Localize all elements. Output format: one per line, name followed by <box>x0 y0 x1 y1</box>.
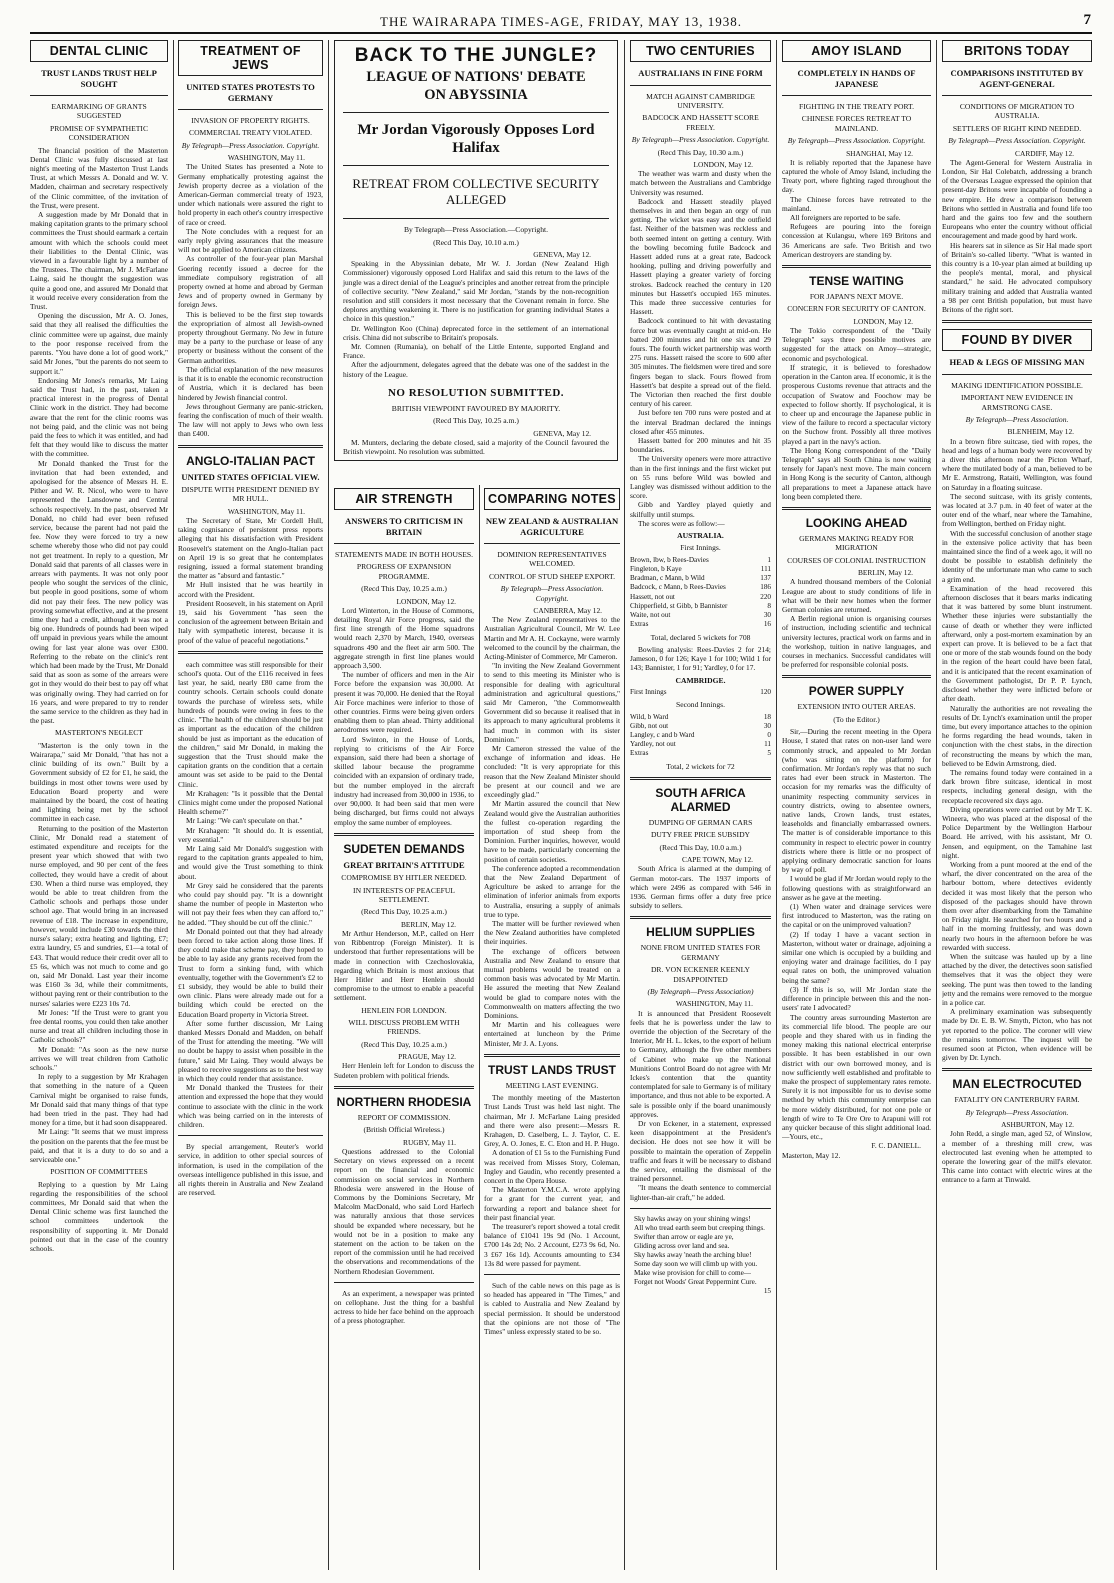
dateline: CANBERRA, May 12. <box>533 606 602 616</box>
paragraph: Bowling analysis: Rees-Davies 2 for 214; Jameson, 0 for 126; Kaye 1 for 100; Wild 1 for 143; Bannister, 1 for 91; Yardley, 0 for 17. <box>630 644 771 673</box>
table-row: Bradman, c Mann, b Wild 137 <box>630 574 771 583</box>
paragraph: Lord Swinton, in the House of Lords, replying to criticisms of the Air Force expansion, said there had been a shortage of skilled labour because the programme coincided with an expansion of ordinary trade, but the number employed in the aircraft industry had increased from 30,000 in 1936, to over 90,000. It had been said that men were being discharged, but firms could not always employ the same number of employees. <box>334 734 474 827</box>
subheading: DUTY FREE PRICE SUBSIDY <box>650 830 751 840</box>
paragraph: Replying to a question by Mr Laing regarding the responsibilities of the school committees, Mr Donald said that when the Dental Clinic scheme was first launched the school committees undertook the responsibility of supporting it. Mr Donald pointed out that in the case of the country schools. <box>30 1179 168 1253</box>
deck: UNITED STATES OFFICIAL VIEW. <box>181 471 320 482</box>
subheading: COMPROMISE BY HITLER NEEDED. <box>341 873 467 883</box>
paragraph: As controller of the four-year plan Marshal Goering recently issued a decree for the immediate compulsory registration of all property owned at home and abroad by German Jews and of property owned in Germany by foreign Jews. <box>178 254 323 310</box>
paragraph: Questions addressed to the Colonial Secretary on views expressed on a recent report on the financial and economic commission on social services in Northern Rhodesia were answered in the House of Commons by the Dominions Secretary, Mr Malcolm MacDonald, who said Lord Harlech was naturally anxious that those services should be expanded where necessary, but he would not be in a position to make any statement on the action to be taken on the report of the commission until he had received the observations and recommendations of the Northern Rhodesian Government. <box>334 1146 474 1276</box>
dateline: LONDON, May 12. <box>396 596 456 606</box>
credit: (British Official Wireless.) <box>363 1125 445 1135</box>
paragraph: The University openers were more attractive than in the first innings and the first wicket put on 55 runs before Wild was bowled and Langley was dismissed without addition to the score. <box>630 454 771 501</box>
paragraph: In reply to a suggestion by Mr Krahagen that something in the nature of a Queen Carnival might be organised to raise funds, Mr Donald said that many things of that type had been tried in the past. They had had money for a time, but it had soon disappeared. <box>30 1072 168 1128</box>
deck: RETREAT FROM COLLECTIVE SECURITY ALLEGED <box>352 176 600 208</box>
paragraph: Opening the discussion, Mr A. O. Jones, said that they all realised the difficulties the clinic committee were up against, due mainly to the poor response received from the parents. "You have done a lot of good work," said Mr Jones, "but the parents do not seem to support it." <box>30 311 168 376</box>
paragraph: The weather was warm and dusty when the match between the Australians and Cambridge University was resumed. <box>630 169 771 197</box>
subheading: STATEMENTS MADE IN BOTH HOUSES. <box>335 550 473 559</box>
paragraph: Mr Donald thanked the Trustees for their attention and expressed the hope that they would continue to associate with the clinic in the work which was being carried on in the interests of children. <box>178 1083 323 1130</box>
paragraph: The number of officers and men in the Air Force before the expansion was 30,000. At present it was 70,000. He denied that the Royal Air Force machines were inferior to those of other countries. Firms were being given orders enabling them to plan ahead. Thirty additional aerodromes were required. <box>334 670 474 735</box>
headline: BRITONS TODAY <box>942 40 1092 62</box>
dateline: LONDON, May 12. <box>693 159 753 169</box>
table-row: Waite, not out 30 <box>630 611 771 620</box>
subheading: DUMPING OF GERMAN CARS <box>648 817 753 827</box>
paragraph: The exchange of officers between Australia and New Zealand to ensure that mutual problems would be treated on a common basis was advocated by Mr Martin. He assured the meeting that New Zealand would be glad to compare notes with the Commonwealth on matters affecting the two Dominions. <box>484 946 620 1020</box>
subheading: PROMISE OF SYMPATHETIC CONSIDERATION <box>49 123 149 143</box>
team-name: CAMBRIDGE. <box>675 675 726 685</box>
paragraph: Jews throughout Germany are panic-stricken, fearing the confiscation of much of their wealth. The law will not apply to Jews who own less than £400. <box>178 401 323 439</box>
article-dental-clinic <box>30 40 168 1570</box>
dateline: GENEVA, May 12. <box>533 250 591 260</box>
subheading: PROGRESS OF EXPANSION PROGRAMME. <box>356 562 452 581</box>
subheading: BRITISH VIEWPOINT FAVOURED BY MAJORITY. <box>391 404 561 414</box>
column-3-lower <box>334 488 474 1570</box>
column-rule <box>328 40 329 1570</box>
subheading: DR. VON ECKENER KEENLY DISAPPOINTED <box>650 965 751 984</box>
subheading: CONCERN FOR SECURITY OF CANTON. <box>787 304 926 314</box>
dateline: CARDIFF, May 12. <box>1015 148 1074 158</box>
deck: UNITED STATES PROTESTS TO GERMANY <box>186 82 315 103</box>
dateline: RUGBY, May 11. <box>403 1137 456 1147</box>
paragraph: Speaking in the Abyssinian debate, Mr W. J. Jordan (New Zealand High Commissioner) vigorously opposed Lord Halifax and said this return to the laws of the jungle was a direct denial of the League's principles and another retreat from the principle of collective security. "New Zealand," said Mr Jordan, "stands by the non-recognition resolution and still considers it most necessary that the Covenant remain in force. She deplores anything weakening it. There is no justification for granting individual States a choice in this question." <box>343 259 609 324</box>
subheading: CONDITIONS OF MIGRATION TO AUSTRALIA. <box>959 102 1075 121</box>
paragraph: In a brown fibre suitcase, tied with ropes, the head and legs of a human body were recovered by a diver this afternoon near the Picton Wharf, where the mutilated body of a man, believed to be Mr E. Armstrong, Rataiti, Wellington, was found on Saturday in a floating suitcase. <box>942 436 1092 492</box>
paragraph: Herr Henlein left for London to discuss the Sudeten problem with political friends. <box>334 1061 474 1080</box>
dateline: WASHINGTON, May 11. <box>227 506 305 516</box>
paragraph: It is reliably reported that the Japanese have captured the whole of Amoy Island, including the Treaty port, where fighting raged throughout the day. <box>782 157 931 195</box>
dateline: SHANGHAI, May 12. <box>846 148 913 158</box>
headline: TWO CENTURIES <box>630 40 771 62</box>
deck: COMPLETELY IN HANDS OF JAPANESE <box>797 68 916 89</box>
paragraph: The scores were as follow:— <box>638 518 725 528</box>
paragraph: The Chinese forces have retreated to the mainland. <box>782 194 931 213</box>
paragraph: Mr Donald thanked the Trust for the invitation that had been extended, and apologised for the absence of Messrs H. E. Pither and W. R. Nicol, who were to have represented the Lansdowne and Central schools respectively. In the past, observed Mr Donald, no child had ever been refused service, because the parent had not paid the fee. Now they were forced to try a new scheme whereby those who did not pay could not get treatment. In reply to a question, Mr Donald said that parents of all classes were in arrears with payments. It was not only poor people who sought the services of the clinic, but people in good positions, some of whom did not pay their fees. The new policy was proving somewhat effective, and at the present time they had a credit, although it was not a big one. Hundreds of pounds had been wiped off unpaid in previous years while the amount owing for last year alone was over £300. Referring to the rebate on the clinic's rent which had been made by the Trust, Mr Donald said that as soon as some of the arrears were got in they would do their best to pay off what was originally owing. They had carried on for 16 years, and were prepared to try to render the same service to the children as they had in the past. <box>30 458 168 726</box>
subheading: BADCOCK AND HASSETT SCORE FREELY. <box>642 113 759 132</box>
headline: BACK TO THE JUNGLE? <box>354 45 598 66</box>
paragraph: Mr Cameron stressed the value of the exchange of information and ideas. He concluded: "It is very appropriate for this reason that the New Zealand Minister should be present at our council and we are exceedingly glad." <box>484 744 620 800</box>
dateline: BERLIN, May 12. <box>857 568 913 578</box>
page-number: 7 <box>1083 12 1092 28</box>
scorecard-total: Total, declared 5 wickets for 708 <box>650 632 751 642</box>
deck: COMPARISONS INSTITUTED BY AGENT-GENERAL <box>950 68 1084 89</box>
headline: DENTAL CLINIC <box>30 40 168 62</box>
subheading: DOMINION REPRESENTATIVES WELCOMED. <box>497 550 607 569</box>
paragraph: A hundred thousand members of the Colonial League are about to study conditions of life in what will be their new homes when the former German colonies are returned. <box>782 577 931 614</box>
credit: By Telegraph—Press Association.—Copyright. <box>403 225 549 235</box>
paragraph: After the adjournment, delegates agreed that the debate was one of the saddest in the history of the League. <box>343 360 609 379</box>
paragraph: Dr von Eckener, in a statement, expressed keen disappointment at the President's decision. He does not see how it will be possible to maintain the operation of Zeppelin traffic and fears it will be necessary to disband the service, entailing the dismissal of the trained personnel. <box>630 1119 771 1184</box>
paragraph: Gibb and Yardley played quietly and skilfully until stumps. <box>630 500 771 519</box>
subheading: MEETING LAST EVENING. <box>505 1080 599 1090</box>
paragraph: Refugees are pouring into the foreign concession at Kulangsu, where 169 Britons and 36 Americans are safe. Two British and two American destroyers are standing by. <box>782 222 931 259</box>
paragraph: Mr Grey said he considered that the parents who could pay should pay. "It is a downright shame the number of people in Masterton who will not pay their fees when they can afford to," he added. "They should be cut off the clinic." <box>178 880 323 927</box>
paragraph: The Masterton Y.M.C.A. wrote applying for a grant for the current year, and forwarding a report and balance sheet for their past financial year. <box>484 1185 620 1222</box>
paragraph: Mr. Comnen (Rumania), on behalf of the Little Entente, supported England and France. <box>343 342 609 361</box>
subheading: POSITION OF COMMITTEES <box>50 1167 148 1177</box>
table-row: Gibb, not out 30 <box>630 721 771 730</box>
received: (Recd This Day, 10.25 a.m.) <box>361 1039 447 1049</box>
footnote: By special arrangement, Reuter's world service, in addition to other special sources of information, is used in the compilation of the overseas intelligence published in this issue, and all rights therein in Australia and New Zealand are reserved. <box>178 1142 323 1198</box>
table-row: Wild, b Ward 18 <box>630 712 771 721</box>
dateline: CAPE TOWN, May 12. <box>682 855 753 865</box>
deck: LEAGUE OF NATIONS' DEBATE ON ABYSSINIA <box>366 69 586 104</box>
paragraph: A suggestion made by Mr Donald that in making capitation grants to the primary school committees the Trust should earmark a certain amount with which the schools could meet their liabilities to the Dental Clinic, was viewed in a favourable light by a number of the Trustees. The chairman, Mr J. McFarlane Laing, said he thought the suggestion was quite a good one, and assured Mr Donald that it would receive every consideration from the Trust. <box>30 210 168 312</box>
received: (Recd This Day, 10.30 a.m.) <box>657 147 744 157</box>
paragraph: The treasurer's report showed a total credit balance of £1041 19s 9d (No. 1 Account, £700 14s 2d; No. 2 Account, £273 9s 6d, No. 3 £67 16s 1d). Accounts amounting to £34 13s 8d were passed for payment. <box>484 1222 620 1268</box>
column-4-lower <box>484 488 620 1570</box>
paragraph: Naturally the authorities are not revealing the results of Dr. Lynch's examination until the proper time, but every importance attaches to the opinion he forms regarding the head wounds, taken in conjunction with the chest stabs, in the direction of reconstructing the means by which the man, believed to be Edwin Armstrong, died. <box>942 703 1092 768</box>
headline: AIR STRENGTH <box>334 488 474 510</box>
subheading: MAKING IDENTIFICATION POSSIBLE. <box>951 380 1083 390</box>
paragraph: Badcock and Hassett steadily played themselves in and then began an orgy of run getting. The wicket was easy and the outfield fast. Neither of the batsmen was reckless and both seemed intent on getting a century. With the bowling becoming futile Badcock and Hassett added runs at a great rate, Badcock hooking, pulling and driving powerfully and Hassett playing a greater variety of forcing strokes. Badcock reached the century in 120 minutes but Hassett's occupied 165 minutes. This made three successive centuries for Hassett. <box>630 196 771 317</box>
subheading: NO RESOLUTION SUBMITTED. <box>387 386 565 399</box>
received: (Recd This Day, 10.25 a.m.) <box>433 416 519 426</box>
subheading: CHINESE FORCES RETREAT TO MAINLAND. <box>801 114 912 133</box>
received: (Recd This Day, 10.0 a.m.) <box>659 842 742 852</box>
credit: By Telegraph—Press Association. Copyright. <box>948 136 1086 146</box>
headline: FOUND BY DIVER <box>942 329 1092 351</box>
paragraph: "It means the death sentence to commercial lighter-than-air craft," he added. <box>630 1183 771 1202</box>
article-back-to-the-jungle <box>334 40 618 480</box>
footnote: As an experiment, a newspaper was printed on cellophane. Just the thing for a bashful actress to hide her face behind on the approach of a press photographer. <box>334 1288 474 1326</box>
paragraph: "Masterton is the only town in the Wairarapa," said Mr Donald, "that has not a clinic building of its own." Built by a Government subsidy of £2 for £1, he said, the buildings in most other towns were used by Education Board property and were maintained by the board, the cost of heating and lighting being met by the school committee in each case. <box>30 740 168 824</box>
received: (Recd This Day, 10.10 a.m.) <box>433 237 519 247</box>
headline: MAN ELECTROCUTED <box>952 1077 1082 1092</box>
paragraph: The financial position of the Masterton Dental Clinic was fully discussed at last night's meeting of the Masterton Trust Lands Trust, at which Messrs A. Donald and W. V. Madden, chairman and secretary respectively of the Clinic committee, of the invitation of the Trust, were present. <box>30 145 168 210</box>
column-6 <box>782 40 931 1570</box>
dateline: LONDON, May 12. <box>853 316 913 326</box>
paragraph: Mr Krahagen: "It should do. It is essential, very essential." <box>178 825 323 844</box>
paragraph: The Tokio correspondent of the "Daily Telegraph" says three possible motives are suggested for the attack on Amoy—strategic, economic and psychological. <box>782 326 931 363</box>
headline: LOOKING AHEAD <box>805 515 908 530</box>
scorecard-total: Total, 2 wickets for 72 <box>666 761 735 771</box>
paragraph: This is believed to be the first step towards the expropriation of almost all Jewish-owned property throughout Germany. No Jew in future may be a party to the purchase or lease of any property or business without the consent of the German authorities. <box>178 309 323 365</box>
paragraph: A Berlin regional union is organising courses of instruction, including scientific and technical university lectures, practical work on farms and in the workshop, tuition in native languages, and courses in mechanics. Successful candidates will be preferred for responsible colonial posts. <box>782 614 931 670</box>
paragraph: The Secretary of State, Mr Cordell Hull, taking cognisance of persistent press reports alleging that his dissatisfaction with President Roosevelt's statement on the Anglo-Italian pact on April 19 is so great that he contemplates resigning, issued a formal statement branding the matter as "absurd and fantastic." <box>178 516 323 581</box>
headline: SUDETEN DEMANDS <box>343 841 465 856</box>
paragraph: Endorsing Mr Jones's remarks, Mr Laing said the Trust had, in the past, taken a practical interest in the progress of Dental Clinic work in the district. They had become aware that the rent for the clinic rooms was not being paid, and the clinic was not being paid the fees to which it was entitled, and had felt that they would like to discuss the matter with the committee. <box>30 375 168 459</box>
paragraph: Returning to the position of the Masterton Clinic, Mr Donald read a statement of estimated expenditure and receipts for the present year which showed that with two nurse employed, and 90 per cent of the fees collected, they would have a credit of about £30. When a third nurse was employed, they would be able to treat children from the Catholic schools and perhaps those under school age. That would bring in an increased revenue of £18. The increase in expenditure, however, would include £30 towards the third nurse's salary; extra heating and lighting, £7; extra laundry, £5 and sundries, £1—a total of £43. That would reduce their credit over all to £5 6s, which was not much to come and go on, said Mr Donald. Last year their income was £160 3s 3d, while their commitments, without paying rent or their contribution to the nurses' salaries were £223 10s 7d. <box>30 823 168 1008</box>
deck: ANSWERS TO CRITICISM IN BRITAIN <box>345 516 463 537</box>
paragraph: (2) If today I have a vacant section in Masterton, without water or drainage, adjoining a similar one which is occupied by a building and enjoying water and drainage facilities, do I pay equal rates on both, the unimproved valuation being the same? <box>782 929 931 985</box>
credit: By Telegraph—Press Association. <box>965 415 1069 424</box>
dateline: WASHINGTON, May 11. <box>675 999 753 1009</box>
paragraph: Mr Laing: "It seems that we must impress the position on the parents that the fee must be paid, and that it is a duty to do so and a serviceable one." <box>30 1127 168 1164</box>
column-rule <box>624 40 625 1570</box>
paragraph: Mr Martin assured the council that New Zealand would give the Australian authorities the fullest co-operation regarding the importation of stud sheep from the Dominion. Further inquiries, however, would have to be made, particularly concerning the position of certain societies. <box>484 799 620 864</box>
deck: GREAT BRITAIN'S ATTITUDE <box>343 859 465 870</box>
paragraph: South Africa is alarmed at the dumping of German motor-cars. The 1937 imports of which were 2496 as compared with 546 in 1936. German firms offer a duty free price subsidy to sellers. <box>630 864 771 911</box>
paragraph: Mr Hull insisted that he was heartily in accord with the President. <box>178 580 323 599</box>
column-rule <box>479 485 480 1570</box>
table-row: First Innings 120 <box>630 687 771 696</box>
subheading: IMPORTANT NEW EVIDENCE IN ARMSTRONG CASE. <box>961 393 1073 412</box>
deck: AUSTRALIANS IN FINE FORM <box>638 68 763 78</box>
subheading: EARMARKING OF GRANTS SUGGESTED <box>51 102 147 121</box>
headline: TENSE WAITING <box>809 274 904 289</box>
paragraph: It is announced that President Roosevelt feels that he is powerless under the law to override the objection of the Secretary of the Interior, Mr H. L. Ickes, to the export of helium to Germany, although the five other members of Cabinet who make up the National Munitions Control Board do not agree with Mr Ickes's contention that the quantity contemplated for sale to Germany is of military importance, and thus not able to be exported. A sale is possible only if the board unanimously approves. <box>630 1008 771 1119</box>
headline: COMPARING NOTES <box>484 488 620 510</box>
paragraph: Mr Arthur Henderson, M.P., called on Herr von Ribbentrop (Foreign Minister). It is understood that further representations will be made in connection with Czechoslovakia, regarding which Britain is most anxious that Herr Hitler and Herr Henlein should compromise to the utmost to enable a peaceful settlement. <box>334 929 474 1003</box>
paragraph: The New Zealand representatives to the Australian Agricultural Council, Mr W. Lee Martin and Mr A. H. Cockayne, were warmly welcomed to the council by the chairman, the Acting-Minister of Commerce, Mr Cameron. <box>484 615 620 662</box>
paragraph: The Agent-General for Western Australia in London, Sir Hal Colebatch, addressing a branch of the Overseas League expressed the opinion that present-day Britons were incapable of founding a new empire. He drew a comparison between Britons who settled in Australia and found life too hard and the gains too few and the southern Europeans who enter the country without official encouragement and made good by hard work. <box>942 157 1092 241</box>
note: (To the Editor.) <box>833 714 880 724</box>
paragraph: M. Munters, declaring the debate closed, said a majority of the Council favoured the British viewpoint. No resolution was submitted. <box>343 438 609 457</box>
paragraph: Mr Krahagen: "Is it possible that the Dental Clinics might come under the proposed National Health scheme?" <box>178 788 323 817</box>
subheading: EXTENSION INTO OUTER AREAS. <box>797 702 916 712</box>
paragraph: "In inviting the New Zealand Government to send to this meeting its Minister who is responsible for dealing with agricultural administration and agricultural questions," said Mr Cameron, "the Commonwealth Government did so because it realised that in its approach to many agricultural problems it had much in common with its sister Dominion." <box>484 661 620 744</box>
signature-place: Masterton, May 12. <box>782 1150 841 1160</box>
subheading: GERMANS MAKING READY FOR MIGRATION <box>799 533 914 553</box>
dateline: WASHINGTON, May 11. <box>227 153 305 163</box>
paragraph: The Note concludes with a request for an early reply giving assurances that the measure will not be applied to American citizens. <box>178 226 323 255</box>
scorecard-australia <box>630 556 771 630</box>
paragraph: (1) When water and drainage services were first introduced to Masterton, was the rating on the capital or on the unimproved valuation? <box>782 902 931 930</box>
dateline: ASHBURTON, May 12. <box>1001 1120 1074 1130</box>
paragraph: The United States has presented a Note to Germany emphatically protesting against the Jewish property decree as a violation of the American-German commercial treaty of 1923, under which nationals were assured the right to hold property in each other's country irrespective of race or creed. <box>178 162 323 227</box>
paragraph: President Roosevelt, in his statement on April 19, said his Government "has seen the conclusion of the agreement between Britain and Italy with sympathetic interest, because it is proof of the value of peaceful negotiations." <box>178 598 323 645</box>
table-row: Yardley, not out 11 <box>630 740 771 749</box>
headline: TRUST LANDS TRUST <box>488 1062 616 1077</box>
paragraph: Mr Martin and his colleagues were entertained at luncheon by the Prime Minister, Mr J. A. Lyons. <box>484 1020 620 1048</box>
subheading: INVASION OF PROPERTY RIGHTS. <box>191 116 310 125</box>
paragraph: Just before ten 700 runs were posted and at the interval Bradman declared the innings closed after 455 minutes. <box>630 408 771 436</box>
table-row: Chipperfield, st Gibb, b Bannister 8 <box>630 601 771 610</box>
column-rule <box>936 40 937 1570</box>
credit: By Telegraph—Press Association. Copyright. <box>631 135 770 145</box>
paragraph: I would be glad if Mr Jordan would reply to the following questions with as straightforward an answer as he gave at the meeting. <box>782 874 931 902</box>
column-rule <box>173 40 174 1570</box>
paragraph: Dr. Wellington Koo (China) deprecated force in the settlement of an international crisis. China did not subscribe to Britain's proposals. <box>343 323 609 342</box>
paragraph: The Hong Kong correspondent of the "Daily Telegraph" says all South China is now waiting tensely for Japan's next move. The main concern in Hong Kong is the security of Canton, although all preparations to meet a Japanese attack have long been completed there. <box>782 445 931 501</box>
deck: NEW ZEALAND & AUSTRALIAN AGRICULTURE <box>485 516 619 537</box>
signature: F. C. DANIELL. <box>871 1141 921 1151</box>
dateline: PRAGUE, May 12. <box>398 1052 456 1062</box>
paragraph: When the suitcase was hauled up by a line attached by the diver, the detectives soon satisfied themselves that it was the object they were seeking. The punt was then towed to the landing jetty and the remains were removed to the morgue in a police car. <box>942 951 1092 1007</box>
scorecard-cambridge <box>630 688 771 697</box>
credit: By Telegraph—Press Association. Copyright. <box>500 584 604 603</box>
headline: TREATMENT OF JEWS <box>178 40 323 76</box>
subheading: FIGHTING IN THE TREATY PORT. <box>798 102 915 111</box>
paragraph: each committee was still responsible for their school's quota. Out of the £116 received in fees last year, he said, nearly £80 came from the country schools. Certain schools could donate towards the purchase of wireless sets, while hundreds of pounds were owing in fees to the clinic. "The health of the children should be just as important as the education of the children should be just as important as the education of the children," said Mr Donald, in making the suggestion that the Trust should make the capitation grants on the condition that a certain amount was set aside to be paid to the Dental Clinic. <box>178 659 323 789</box>
credit: By Telegraph—Press Association. Copyright. <box>787 136 926 146</box>
subheading: SETTLERS OF RIGHT KIND NEEDED. <box>952 123 1082 133</box>
paragraph: Lord Winterton, in the House of Commons, detailing Royal Air Force progress, said the first line strength of the Home squadrons would reach 2,370 by March, 1940, overseas squadrons 490 and the fleet air arm 500. The aggregate strength in first line planes would approach 3,500. <box>334 605 474 671</box>
masthead <box>30 10 1092 34</box>
dateline: BERLIN, May 12. <box>400 919 456 929</box>
column-5 <box>630 40 771 1570</box>
subheading: CONTROL OF STUD SHEEP EXPORT. <box>488 571 616 581</box>
paragraph: Mr Donald pointed out that they had already been forced to take action along those lines. If they could make that scheme pay, they hoped to be able to lay aside any grants received from the Trust to form a sinking fund, with which eventually, together with the Government's £2 to £1 subsidy, they would be able to build their own clinic. Plans were already made out for a building which could be erected on the Education Board property in Victoria Street. <box>178 926 323 1019</box>
table-row: Extras 16 <box>630 620 771 629</box>
subheading: FOR JAPAN'S NEXT MOVE. <box>809 292 904 302</box>
table-row: Extras 5 <box>630 749 771 758</box>
credit: By Telegraph—Press Association. Copyright. <box>181 140 320 150</box>
innings-label: Second Innings. <box>676 700 725 710</box>
headline: NORTHERN RHODESIA <box>336 1094 472 1109</box>
paragraph: The conference adopted a recommendation that the New Zealand Department of Agriculture be asked to arrange for the elimination of inferior animals from exports to Australia, ensuring a supply of animals true to type. <box>484 863 620 919</box>
subheading: REPORT OF COMMISSION. <box>357 1112 451 1122</box>
paragraph: Working from a punt moored at the end of the wharf, the diver concentrated on the area of the harbour bottom, where detectives evidently decided it was most likely that the person who disposed of the packages should have thrown them over after disembarking from the Tamahine on Friday night. He searched for two hours and a half in the morning fruitlessly, and was down nearly two hours in the afternoon before he was rewarded with success. <box>942 859 1092 952</box>
table-row: Langley, c and b Ward 0 <box>630 730 771 739</box>
deck: HEAD & LEGS OF MISSING MAN <box>949 357 1085 368</box>
headline: HELIUM SUPPLIES <box>646 925 755 940</box>
received: (Recd This Day, 10.25 a.m.) <box>361 907 447 917</box>
paragraph: Mr Laing: "We can't speculate on that." <box>186 816 303 826</box>
paragraph: His hearers sat in silence as Sir Hal made sport of Britain's so-called liberty. "What is wanted in this country is a 10-year plan aimed at building up the people's mental, moral, and physical standard," he said. He advocated compulsory military training and added that Australia wanted a 98 per cent British population, but must have Britons of the right sort. <box>942 240 1092 315</box>
paragraph: All foreigners are reported to be safe. <box>790 213 901 223</box>
paragraph: The remains found today were contained in a dark brown fibre suitcase, identical in most respects, including general design, with the receptacle recovered six days ago. <box>942 767 1092 805</box>
paragraph: The country areas surrounding Masterton are its commercial life blood. The people are our people and they shared with us in finding the money making this national electrical enterprise possible. It has been established in our own district with our own borrowed money, and is now sufficiently well established and profitable to make the prospect of supplementary rates remote. Surely it is not impossible for us to devise some method by which this community enterprise can be more widely distributed, for not one pole or length of wire to Te Ore Ore to Arapuni will rot any quicker because of this slight additional load.—Yours, etc., <box>782 1012 931 1142</box>
column-2 <box>178 40 323 1570</box>
paragraph: With the successful conclusion of another stage in the extensive police activity that has been maintained since the find of a week ago, it will no doubt be possible to establish definitely the identity of the unfortunate man who came to such a grim end. <box>942 528 1092 584</box>
paragraph: Mr Laing said Mr Donald's suggestion with regard to the capitation grants appealed to him, and would give the Trust something to think about. <box>178 843 323 881</box>
credit: (By Telegraph—Press Association) <box>647 987 754 997</box>
paragraph: Diving operations were carried out by Mr T. K. Wineera, who was placed at the disposal of the Police Department by the Wellington Harbour Board. He arrived, with his assistant, Mr O. Jensen, and equipment, on the Tamahine last night. <box>942 804 1092 860</box>
table-row: Badcock, c Mann, b Rees-Davies 186 <box>630 583 771 592</box>
subheading: COURSES OF COLONIAL INSTRUCTION <box>787 555 926 565</box>
subheading: WILL DISCUSS PROBLEM WITH FRIENDS. <box>348 1018 460 1037</box>
paragraph: Sir,—During the recent meeting in the Opera House, I stated that rates on non-user land were commonly struck, and appealed to Mr Jordan (who was sitting on the platform) for confirmation. Mr Jordan's reply was that no such rates had ever been struck in Masterton. The occasion for my remarks was the difficulty of unanimity respecting community services in country districts, owing to absentee owners, native lands, Crown lands, trust estates, leaseholds and financially embarrassed owners. The matter is of considerable importance to this community in respect to electric power in country districts where there is little or no prospect of applying ordinary democratic sanction for loans by way of poll. <box>782 727 931 875</box>
paragraph: John Redd, a single man, aged 52, of Winslow, a member of a threshing mill crew, was electrocuted last evening when he attempted to operate the lowering gear of the mill's elevator. This came into contact with electric wires at the entrance to a farm at Tinwald. <box>942 1129 1092 1185</box>
subheading: NONE FROM UNITED STATES FOR GERMANY <box>640 943 761 962</box>
paragraph: The matter will be further reviewed when the New Zealand authorities have completed their inquiries. <box>484 918 620 947</box>
headline: SOUTH AFRICA ALARMED <box>655 785 746 814</box>
paragraph: After some further discussion, Mr Laing thanked Messrs Donald and Madden, on behalf of the Trust for attending the meeting. "We will no doubt be happy to assist when possible in the future," said Mr Laing. They would always be pleased to receive suggestions as to the best way in which they could render that assistance. <box>178 1018 323 1084</box>
advert-poem: Sky hawks away on your shining wings! All who tread earth seem but creeping things. Swifter than arrow or eagle are ye, Gliding across over land and sea. Sky hawks away 'neath the arching blue! Some day soon we will climb up with you. Make wise provision for chill to come— Forget not Woods' Great Peppermint Cure. 15 <box>634 1214 771 1295</box>
headline: AMOY ISLAND <box>782 40 931 62</box>
table-row: Hassett, not out 220 <box>630 592 771 601</box>
paragraph: A preliminary examination was subsequently made by Dr. E. B. W. Smyth, Picton, who has not yet reported to the police. The coroner will view the remains tomorrow. The inquest will be resumed soon at Picton, when evidence will be given by Dr. Lynch. <box>942 1007 1092 1063</box>
table-row: Fingleton, b Kaye 111 <box>630 565 771 574</box>
subheading: FATALITY ON CANTERBURY FARM. <box>954 1095 1080 1105</box>
subheading: HENLEIN FOR LONDON. <box>361 1005 447 1015</box>
deck: TRUST LANDS TRUST HELP SOUGHT <box>41 68 157 89</box>
subheading: COMMERCIAL TREATY VIOLATED. <box>189 128 312 138</box>
dateline: BLENHEIM, May 12. <box>1007 427 1074 437</box>
scorecard-cambridge-second <box>630 713 771 759</box>
paragraph: The official explanation of the new measures is that it is to enable the economic reconstruction of Austria, which it is declared has been hindered by Jewish financial control. <box>178 364 323 402</box>
masthead-title: THE WAIRARAPA TIMES-AGE, FRIDAY, MAY 13, 1938. <box>380 14 742 29</box>
subheading: MATCH AGAINST CAMBRIDGE UNIVERSITY. <box>646 91 755 110</box>
paragraph: Mr Donald: "As soon as the new nurse arrives we will treat children from Catholic schools." <box>30 1044 168 1072</box>
paragraph: Badcock continued to hit with devastating force but was eventually caught at mid-on. He batted 200 minutes and hit one six and 29 fours. The fourth wicket partnership was worth 275 runs. Hassett raised the score to 600 after 305 minutes. The fieldsmen were tired and sore fingers began to slack. Fours flowed from Hassett's bat despite a spread out of the field. The Victorian then reached the first double century of his career. <box>630 316 771 409</box>
headline: POWER SUPPLY <box>808 684 905 699</box>
table-row: Brown, lbw, b Rees-Davies 1 <box>630 555 771 564</box>
paragraph: A donation of £1 5s to the Furnishing Fund was received from Misses Story, Coleman, Ingley and Gaudin, who recently presented a concert in the Opera House. <box>484 1148 620 1186</box>
subheading: DISPUTE WITH PRESIDENT DENIED BY MR HULL. <box>181 485 320 504</box>
paragraph: If strategic, it is believed to foreshadow operation in the Canton area. If economic, it is the prosperous Customs revenue that attracts and the occupation of Swatow and Foochow may be expected to follow shortly. If psychological, it is to cheer up and encourage the Japanese public in view of the failure to record a spectacular victory on the Suchow front. Possibly all three motives played a part in the navy's action. <box>782 362 931 446</box>
paragraph: Examination of the head recovered this afternoon discloses that it bears marks indicating that it was battered by some blunt instrument. Whether these injuries were substantially the cause of death or whether they were inflicted afterward, only a post-mortem examination by an expert can prove. It is believed to be a fact that one or more of the stab wounds found on the body in the region of the heart could have been fatal, and it is anticipated that the recent examination of the Government pathologist, Dr P. P. Lynch, disclosed whether they were inflicted before or after death. <box>942 583 1092 704</box>
paragraph: Mr Jones: "If the Trust were to grant you free dental rooms, you could then take another nurse and treat all children including those in Catholic schools?" <box>30 1007 168 1045</box>
innings-label: First Innings. <box>680 543 721 553</box>
paragraph: The second suitcase, with its grisly contents, was located at 3.7 p.m. in 40 feet of water at the outer end of the wharf, near where the Tamahine, from Wellington, berthed on Friday night. <box>942 491 1092 529</box>
column-rule <box>776 40 777 1570</box>
deck: Mr Jordan Vigorously Opposes Lord Halifax <box>357 122 595 157</box>
dateline: GENEVA, May 12. <box>533 428 591 438</box>
headline: ANGLO-ITALIAN PACT <box>186 453 315 468</box>
credit: By Telegraph—Press Association. <box>965 1107 1069 1117</box>
column-7 <box>942 40 1092 1570</box>
paragraph: The monthly meeting of the Masterton Trust Lands Trust was held last night. The chairman, Mr J. McFarlane Laing presided and there were also present:—Messrs R. Krahagen, D. Caselberg, L. J. Taylor, C. E. Grey, A. O. Jones, E. C. Eton and H. P. Hugo. <box>484 1093 620 1149</box>
subheading: MASTERTON'S NEGLECT <box>55 728 143 738</box>
received: (Recd This Day, 10.25 a.m.) <box>361 584 447 594</box>
subheading: IN INTERESTS OF PEACEFUL SETTLEMENT. <box>353 885 455 905</box>
paragraph: (3) If this is so, will Mr Jordan state the difference in principle between this and the non-users' rate I advocated? <box>782 984 931 1013</box>
footnote: Such of the cable news on this page as is so headed has appeared in "The Times," and is cabled to Australia and New Zealand by special permission. It should be understood that the opinions are not those of "The Times" unless expressly stated to be so. <box>484 1281 620 1337</box>
paragraph: Hassett batted for 200 minutes and hit 35 boundaries. <box>630 436 771 455</box>
team-name: AUSTRALIA. <box>677 531 724 541</box>
